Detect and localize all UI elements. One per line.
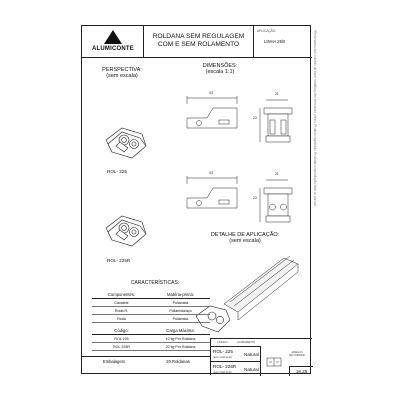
dimensions-label-line2: (escala 1:1) — [205, 69, 235, 76]
table-row — [92, 299, 210, 307]
front-view-drawing-1 — [177, 94, 247, 134]
footer-row-2 — [211, 361, 261, 376]
table-cell: 10 kg Por Roldana — [165, 336, 196, 341]
table-cell: Poliamida — [172, 300, 189, 305]
title-line-2: COM E SEM ROLAMENTO — [157, 41, 240, 48]
technical-sheet — [81, 25, 311, 374]
front-view-drawing-2 — [177, 174, 247, 214]
table-row — [92, 335, 210, 343]
dim-side-2: 21 — [275, 172, 279, 176]
detail-label-line2: (sem escala) — [229, 238, 261, 245]
footer-code-2: ROL- 225R — [213, 364, 237, 369]
footer-finish-label: ACABAMENTO — [237, 341, 256, 344]
table-cell: 20 kg Por Roldana — [165, 344, 196, 349]
footer-row-1 — [211, 346, 261, 361]
sheet-title — [144, 26, 254, 58]
dim-side-1: 21 — [275, 92, 279, 96]
page-number: 18.28 — [289, 366, 313, 376]
application-detail-drawing — [194, 254, 304, 338]
dimensions-label-line1: DIMENSÕES: — [202, 63, 238, 69]
brand-name: ALUMICONTE — [92, 46, 134, 52]
detail-label — [200, 232, 290, 245]
table-cell: Roda — [117, 316, 126, 321]
dim-width-2: 43 — [209, 171, 213, 175]
load-table-header — [92, 327, 210, 335]
brand-logo-block — [82, 26, 144, 58]
side-note — [312, 30, 318, 370]
load-col-max-load: Carga Máxima: — [166, 328, 195, 333]
footer-code-2-sub: (com rolamento) — [213, 371, 232, 374]
side-view-drawing-2 — [258, 178, 298, 228]
application-block — [254, 26, 312, 58]
footer-code-1-sub: (sem rolamento) — [213, 356, 232, 359]
load-table — [92, 327, 210, 351]
materials-table-header — [92, 291, 210, 299]
application-value: LINHA 25/II — [264, 39, 286, 44]
dim-height-1: 23 — [253, 116, 257, 120]
materials-col-material: Matéria-prima: — [167, 292, 194, 297]
table-cell: Poliamida/aço — [169, 308, 192, 313]
materials-table — [92, 291, 210, 323]
application-label: APLICAÇÃO: — [257, 29, 277, 33]
perspective-label-line1: PERSPECTIVA: — [102, 67, 142, 73]
packaging-row — [82, 356, 210, 366]
side-view-drawing-1 — [258, 98, 298, 148]
materials-col-components: Componentes: — [107, 292, 136, 297]
window-type-label — [283, 351, 311, 357]
table-cell: Poliamida — [172, 316, 189, 321]
detail-label-line1: DETALHE DE APLICAÇÃO: — [210, 232, 280, 238]
footer-code-label: CÓDIGO — [217, 341, 228, 344]
table-cell: Cavalete — [114, 300, 129, 305]
window-type-line2: DE CORRER — [289, 354, 305, 357]
load-col-code: Código: — [114, 328, 129, 333]
packaging-label: Embalagem — [102, 359, 126, 364]
brand-logo-icon — [104, 30, 122, 44]
table-row — [92, 307, 210, 315]
dim-width-1: 43 — [209, 91, 213, 95]
characteristics-title: CARACTERÍSTICAS: — [130, 280, 180, 286]
footer-block — [210, 338, 312, 375]
perspective-label — [92, 67, 152, 80]
sliding-window-icon — [266, 357, 282, 367]
roller-perspective-drawing-2 — [102, 206, 152, 251]
table-row — [92, 343, 210, 351]
title-line-1: ROLDANA SEM REGULAGEM — [152, 33, 245, 40]
footer-finish-2: Natural — [244, 367, 259, 372]
table-cell: ROL 225 — [114, 336, 129, 341]
table-cell: Roda R. — [114, 308, 129, 313]
roller-perspective-drawing-1 — [102, 118, 152, 163]
dim-height-2: 23 — [253, 196, 257, 200]
footer-finish-1: Natural — [244, 352, 259, 357]
dimensions-label — [190, 63, 250, 76]
part-label-rol225: ROL- 225 — [107, 169, 127, 174]
table-row — [92, 315, 210, 323]
side-note-text: *Reservamo-nos o direito de fazer modificações sem aviso prévio. Produto registrado. Proibida a reprodução total ou parcial. — [313, 30, 317, 207]
footer-code-1: ROL- 225 — [213, 349, 233, 354]
packaging-value: 20 Roldanas — [166, 359, 190, 364]
part-label-rol225r: ROL- 225R — [107, 258, 131, 263]
table-cell: ROL 225R — [113, 344, 130, 349]
perspective-label-line2: (sem escala) — [106, 73, 138, 80]
window-type-line1: JANELAS — [291, 351, 303, 354]
